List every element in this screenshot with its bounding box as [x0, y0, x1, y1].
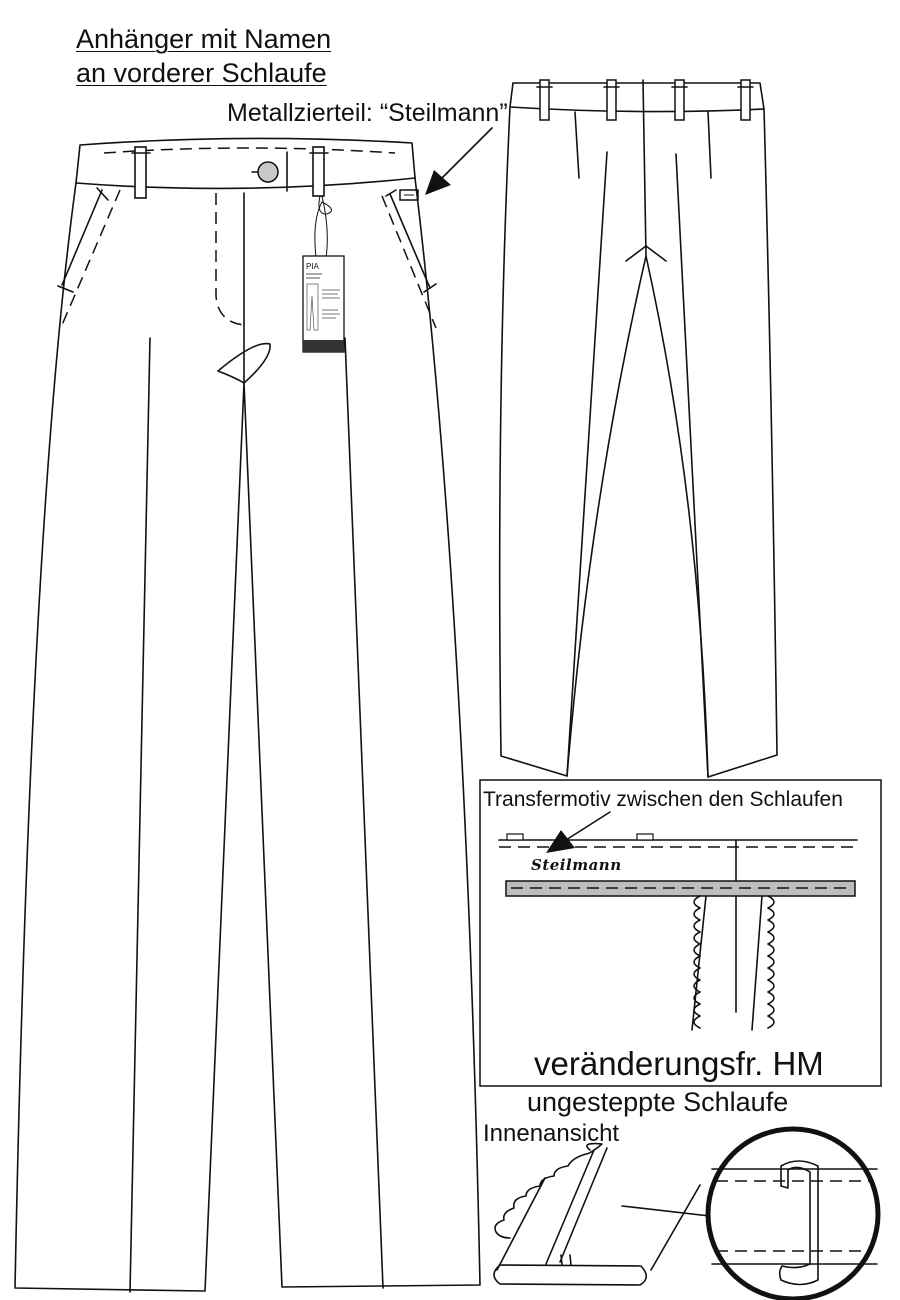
front-belt-loop-right	[313, 147, 324, 196]
hang-tag-name: PIA	[306, 262, 319, 271]
inside-view-label: Innenansicht	[483, 1120, 620, 1147]
metal-part-label: Metallzierteil: “Steilmann”	[227, 99, 508, 127]
hang-tag	[303, 256, 344, 352]
transfer-detail-box	[480, 780, 881, 1086]
transfer-motif-label: Transfermotiv zwischen den Schlaufen	[483, 788, 843, 811]
magnifier-circle	[708, 1129, 878, 1299]
inside-view-detail	[494, 1129, 878, 1299]
title-line-2: an vorderer Schlaufe	[76, 58, 327, 88]
back-silhouette	[500, 107, 777, 777]
button-icon	[258, 162, 278, 182]
front-waistband	[76, 138, 415, 188]
front-view-trousers	[15, 128, 492, 1292]
brand-print: Steilmann	[531, 856, 622, 874]
back-view-trousers	[500, 80, 777, 777]
hem-note-label: veränderungsfr. HM	[534, 1045, 824, 1082]
front-silhouette	[15, 178, 480, 1291]
loop-note-label: ungesteppte Schlaufe	[527, 1087, 789, 1117]
front-belt-loop-left	[135, 147, 146, 198]
title-line-1: Anhänger mit Namen	[76, 24, 332, 54]
